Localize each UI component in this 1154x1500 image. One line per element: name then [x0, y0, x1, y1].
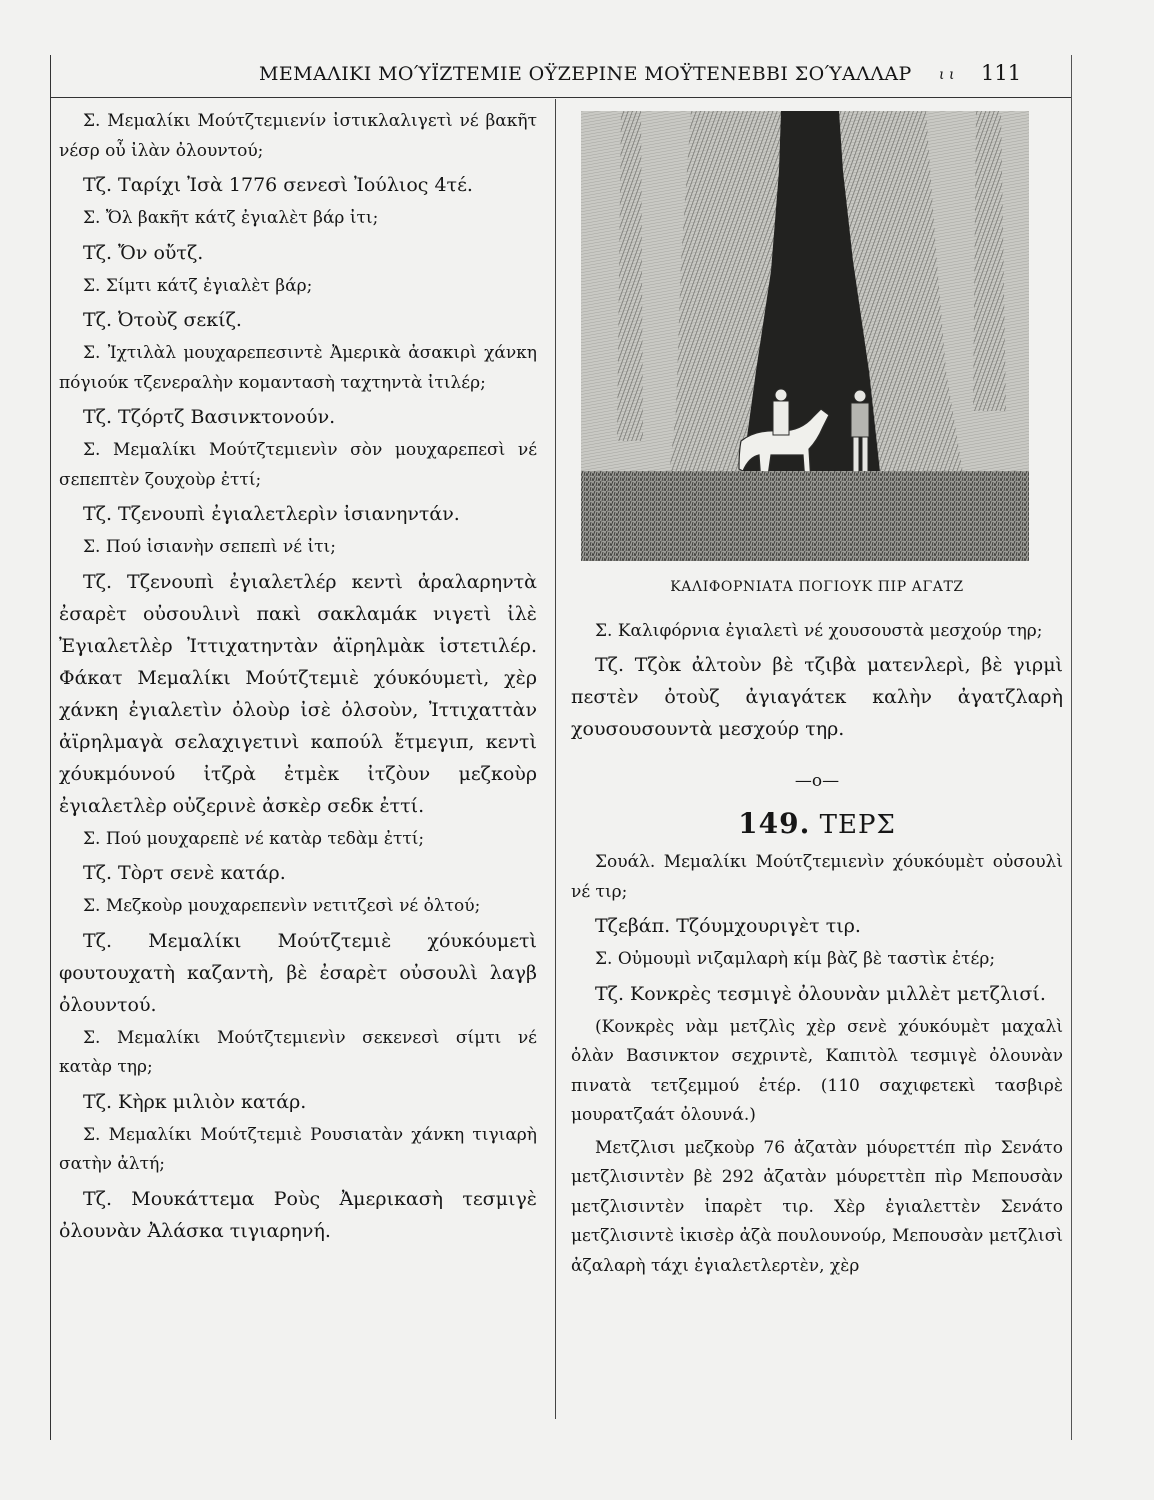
paragraph: Τζ. Τζόρτζ Βασινκτονούν. — [83, 406, 336, 428]
running-header — [51, 55, 1071, 98]
paragraph: Σ. Πού μουχαρεπὲ νέ κατὰρ τεδὰμ ἐττί; — [83, 828, 425, 849]
paragraph: Σ. Μεμαλίκι Μούτζτεμιενίν ἰστικλαλιγετὶ νέ βακῆτ νέσρ οὖ ἰλὰν ὀλουντού; — [59, 111, 537, 161]
paragraph: Σ. Ἰχτιλὰλ μουχαρεπεσιντὲ Ἀμερικὰ ἀσακιρὶ χάνκη πόγιούκ τζενεραλὴν κομαντασὴ ταχτηντὰ ἰτιλέρ; — [59, 343, 537, 393]
paragraph: Μετζλισι μεζκοὺρ 76 ἀζατὰν μόυρεττέπ πὶρ Σενάτο μετζλισιντὲν βὲ 292 ἀζατὰν μόυρεττὲπ πὶρ Μεπουσὰν μετζλισιντὲν ἰπαρὲτ τιρ. Χὲρ ἐγιαλεττὲν Σενάτο μετζλισιντὲ ἰκισὲρ ἀζὰ πουλουνούρ, Μεπουσὰν μετζλισὶ ἀζαλαρὴ τάχι ἐγιαλετλερτὲν, χὲρ — [571, 1137, 1063, 1276]
paragraph: Τζ. Τζενουπὶ ἐγιαλετλερὶν ἰσιανηντάν. — [83, 503, 460, 525]
paragraph: Τζ. Τὸρτ σενὲ κατάρ. — [83, 862, 286, 884]
background-tree-right — [973, 111, 1006, 411]
lesson-heading — [571, 806, 1063, 841]
paragraph: (Κονκρὲς νὰμ μετζλὶς χὲρ σενὲ χόυκόυμὲτ μαχαλὶ ὀλὰν Βασινκτον σεχριντὲ, Καπιτὸλ τεσμιγὲ ὀλουνὰν πινατὰ τετζεμμού ἐτέρ. (110 σαχιφετεκὶ τασβιρὲ μουρατζαάτ ὀλουνά.) — [571, 1016, 1063, 1125]
figure-caption: ΚΑΛΙΦΟΡΝΙΑΤΑ ΠΟΓΙΟΥΚ ΠΙΡ ΑΓΑΤΖ — [670, 579, 964, 595]
page-frame — [50, 55, 1072, 1440]
paragraph: Τζ. Ὄν οὔτζ. — [83, 241, 204, 264]
tree-illustration — [581, 111, 1029, 561]
page-number: 111 — [981, 61, 1022, 85]
paragraph: Τζ. Τζενουπὶ ἐγιαλετλέρ κεντὶ ἀραλαρηντὰ ἐσαρὲτ οὐσουλινὶ πακὶ σακλαμάκ νιγετὶ ἰλὲ Ἐγιαλετλὲρ Ἰττιχατηντὰν ἀϊρηλμὰκ ἰστετιλέρ. Φάκατ Μεμαλίκι Μούτζτεμιὲ χόυκόυμετὶ, χὲρ χάνκη ἐγιαλετὶν ὀλοὺρ ἰσὲ ὀλσοὺν, Ἰττιχαττὰν ἀϊρηλμαγὰ σελαχιγετινὶ καπούλ ἔτμεγιπ, κεντὶ χόυκμόυνού ἰτζρὰ ἐτμὲκ ἰτζὸυν μεζκοὺρ ἐγιαλετλὲρ οὐζερινὲ ἀσκὲρ σεδκ ἐττί. — [59, 570, 537, 817]
header-mark: ι ι — [939, 67, 955, 83]
left-column — [59, 107, 537, 1250]
engraving-redwood-tree — [581, 111, 1029, 561]
column-divider — [555, 99, 556, 1419]
lesson-label: ΤΕΡΣ — [819, 809, 896, 840]
paragraph: Σ. Οὐμουμὶ νιζαμλαρὴ κίμ βὰζ βὲ ταστὶκ ἐτέρ; — [595, 949, 996, 969]
background-tree-left — [617, 111, 643, 441]
running-title: ΜΕΜΑΛΙΚΙ ΜΟΎΪΖΤΕΜΙΕ ΟΫΖΕΡΙΝΕ ΜΟΫΤΕΝΕΒΒΙ ΣΟΎΑΛΛΑΡ — [259, 63, 912, 85]
paragraph: Τζεβάπ. Τζόυμχουριγὲτ τιρ. — [595, 915, 861, 937]
paragraph: Σ. Μεμαλίκι Μούτζτεμιενὶν σεκενεσὶ σίμτι νέ κατὰρ τηρ; — [59, 1027, 537, 1077]
paragraph: Σ. Καλιφόρνια ἐγιαλετὶ νέ χουσουστὰ μεσχούρ τηρ; — [595, 620, 1043, 641]
paragraph: Τζ. Τζὸκ ἀλτοὺν βὲ τζιβὰ ματενλερὶ, βὲ γιρμὶ πεστὲν ὀτοὺζ ἀγιαγάτεκ καλὴν ἀγατζλαρὴ χουσουσουντὰ μεσχούρ τηρ. — [571, 654, 1063, 740]
paragraph: Τζ. Μεμαλίκι Μούτζτεμιὲ χόυκόυμετὶ φουτουχατὴ καζαντὴ, βὲ ἐσαρὲτ οὐσουλὶ λαγβ ὀλουντού. — [59, 929, 537, 1016]
paragraph: Σ. Πού ἰσιανὴν σεπεπὶ νέ ἰτι; — [83, 537, 336, 557]
paragraph: Τζ. Ταρίχι Ἰσὰ 1776 σενεσὶ Ἰούλιος 4τέ. — [83, 174, 473, 196]
lesson-number: 149. — [738, 806, 811, 840]
paragraph: Σ. Μεζκοὺρ μουχαρεπενὶν νετιτζεσὶ νέ ὀλτού; — [83, 896, 481, 916]
section-divider: —o— — [794, 771, 840, 791]
paragraph: Τζ. Μουκάττεμα Ροὺς Ἀμερικασὴ τεσμιγὲ ὀλουνὰν Ἀλάσκα τιγιαρηνή. — [59, 1187, 537, 1242]
paragraph: Σ. Σίμτι κάτζ ἐγιαλὲτ βάρ; — [83, 275, 313, 296]
paragraph: Σ. Ὄλ βακῆτ κάτζ ἐγιαλὲτ βάρ ἰτι; — [83, 208, 379, 228]
right-column — [571, 103, 1063, 1284]
paragraph: Τζ. Κὴρκ μιλιὸν κατάρ. — [83, 1090, 307, 1113]
ground-foliage — [581, 471, 1029, 561]
paragraph: Σ. Μεμαλίκι Μούτζτεμιὲ Ρουσιατὰν χάνκη τιγιαρὴ σατὴν ἀλτή; — [59, 1124, 537, 1174]
paragraph: Τζ. Κονκρὲς τεσμιγὲ ὀλουνὰν μιλλὲτ μετζλισί. — [595, 982, 1046, 1005]
paragraph: Τζ. Ὀτοὺζ σεκίζ. — [83, 309, 242, 331]
paragraph: Σ. Μεμαλίκι Μούτζτεμιενὶν σὸν μουχαρεπεσὶ νέ σεπεπτὲν ζουχοὺρ ἐττί; — [59, 440, 537, 490]
paragraph: Σουάλ. Μεμαλίκι Μούτζτεμιενὶν χόυκόυμὲτ οὐσουλὶ νέ τιρ; — [571, 852, 1063, 902]
